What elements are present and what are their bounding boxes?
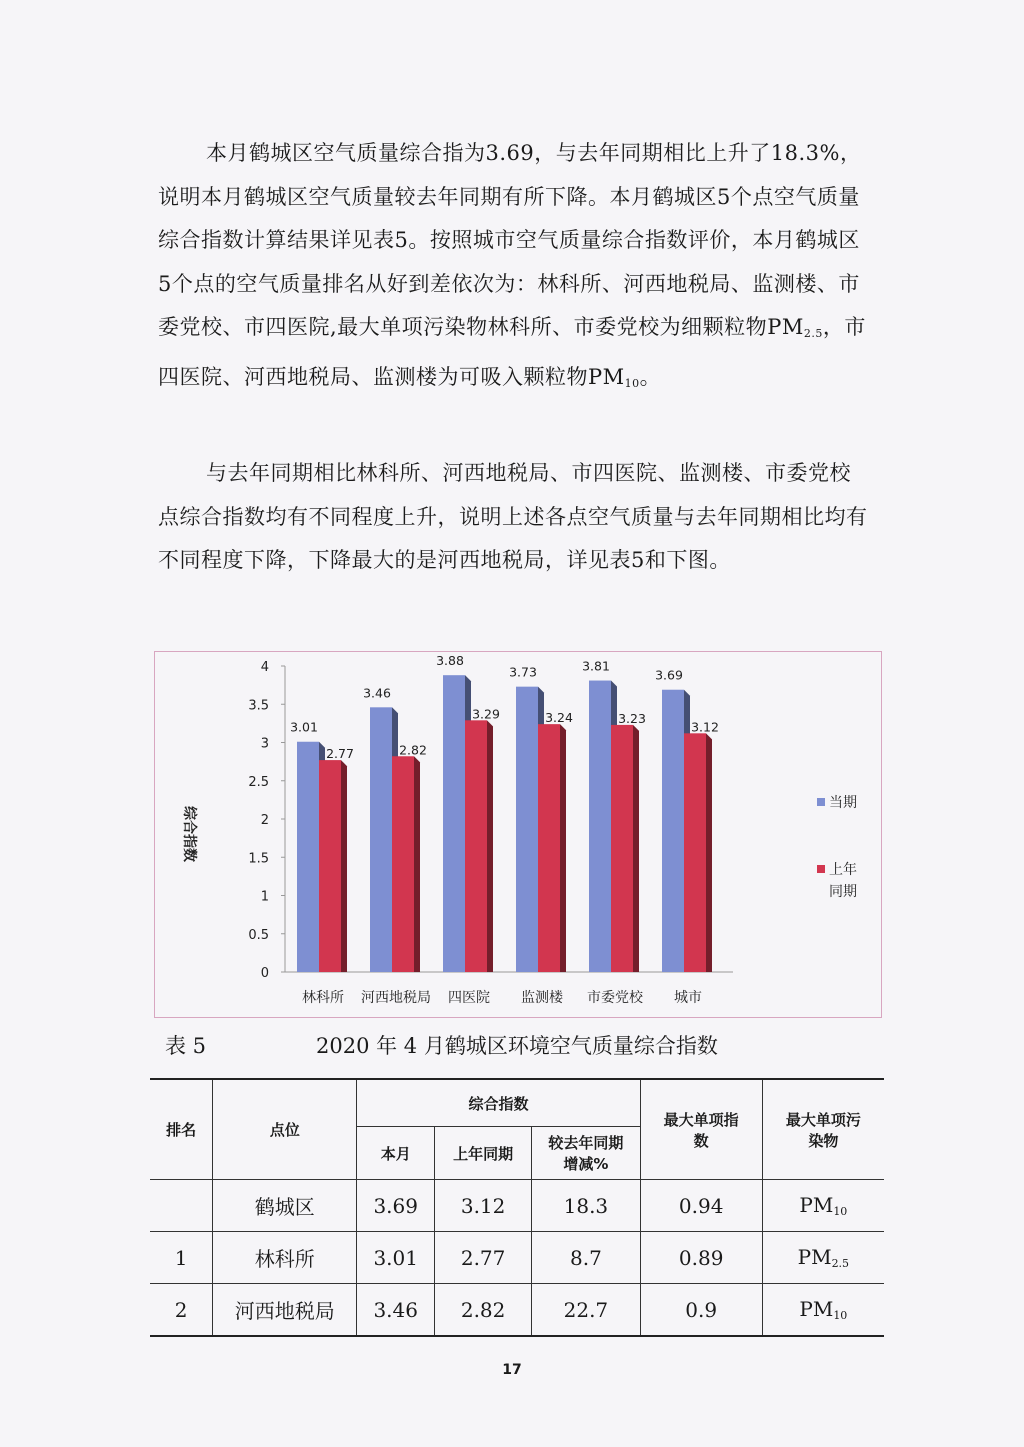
table-row [150,1232,884,1284]
cell-rank: 2 [174,1297,188,1322]
bar-side [706,733,712,972]
bar-current [589,681,611,972]
x-tick-label: 河西地税局 [361,990,431,1006]
y-tick-label: 1 [260,889,269,905]
x-tick-label: 市委党校 [587,990,643,1006]
table-row [150,1180,884,1232]
cell-pollutant [762,1284,884,1337]
data-label: 3.46 [363,685,391,701]
paragraph-1 [158,132,870,405]
pollutant-label: PM [799,1193,834,1217]
cell-change: 8.7 [532,1232,641,1284]
legend-label-last-year-2: 同期 [829,884,857,900]
header-last-year: 上年同期 [435,1127,532,1180]
x-tick-label: 四医院 [448,990,490,1006]
data-label: 2.77 [326,746,354,762]
header-max-index-2: 数 [693,1131,709,1150]
header-site: 点位 [213,1079,357,1180]
x-tick-label: 林科所 [302,990,344,1006]
header-change [532,1127,641,1180]
y-axis-label: 综合指数 [181,806,197,862]
data-label: 2.82 [399,742,427,758]
data-label: 3.81 [582,658,610,674]
header-max-index-1: 最大单项指 [663,1110,739,1129]
header-change-2: 增减% [563,1155,609,1173]
bar-last-year [392,756,414,972]
page-number: 17 [502,1362,522,1378]
cell-pollutant [762,1232,884,1284]
y-tick-label: 2.5 [248,774,269,790]
bar-last-year [465,720,487,972]
header-max-pollutant-2: 染物 [808,1131,839,1150]
bar-last-year [684,733,706,972]
pollutant-subscript: 10 [833,1309,848,1322]
paragraph-1-end: 。 [639,364,662,389]
x-tick-label: 监测楼 [521,990,563,1006]
table-row [150,1284,884,1337]
legend-swatch-last-year [817,865,825,873]
legend-swatch-current [817,798,825,806]
header-rank: 排名 [150,1079,213,1180]
cell-this-month: 3.46 [357,1284,435,1337]
cell-rank [150,1180,213,1232]
data-label: 3.88 [436,653,464,669]
cell-rank: 1 [174,1245,188,1270]
bar-current [516,687,538,972]
y-tick-label: 3 [260,736,269,752]
pm25-subscript: 2.5 [803,327,823,340]
y-tick-label: 2 [260,813,269,828]
bar-side [414,756,420,972]
table-title: 2020 年 4 月鹤城区环境空气质量综合指数 [316,1034,718,1058]
pollutant-label: PM [797,1245,832,1269]
header-this-month: 本月 [357,1127,435,1180]
bar-side [487,720,493,972]
data-label: 3.23 [618,710,646,726]
legend-label-last-year-1: 上年 [829,862,857,878]
air-quality-table [150,1078,884,1337]
cell-change: 22.7 [532,1284,641,1337]
legend-label-current: 当期 [829,795,857,811]
y-tick-label: 0.5 [248,927,269,943]
bar-current [297,742,319,972]
bar-current [662,690,684,972]
cell-site: 林科所 [213,1232,357,1284]
data-label: 3.29 [472,706,500,722]
table-label: 表 5 [165,1034,207,1058]
paragraph-1-text: 本月鹤城区空气质量综合指为3.69，与去年同期相比上升了18.3%，说明本月鹤城区空气质量较去年同期有所下降。本月鹤城区5个点空气质量综合指数计算结果详见表5。按照城市空气质量综合指数评价，本月鹤城区5个点的空气质量排名从好到差依次为：林科所、河西地税局、监测楼、市委党校、市四医院,最大单项污染物林科所、市委党校为细颗粒物 [158,141,862,339]
header-max-pollutant [762,1079,884,1180]
header-composite: 综合指数 [357,1079,640,1127]
cell-site: 河西地税局 [213,1284,357,1337]
cell-max-index: 0.9 [640,1284,762,1337]
cell-last-year: 3.12 [435,1180,532,1232]
bar-side [633,725,639,972]
pollutant-subscript: 2.5 [831,1257,850,1270]
paragraph-1-text-2: ，市四医院、河西地税局、监测楼为可吸入颗粒物 [158,315,866,389]
data-label: 3.69 [655,667,683,683]
header-max-index [640,1079,762,1180]
cell-pollutant [762,1180,884,1232]
data-label: 3.12 [691,719,719,735]
cell-change: 18.3 [532,1180,641,1232]
cell-max-index: 0.94 [640,1180,762,1232]
cell-last-year: 2.77 [435,1232,532,1284]
bar-side [341,760,347,972]
chart-frame [154,651,882,1018]
y-tick-label: 4 [260,660,269,675]
pollutant-subscript: 10 [833,1205,848,1218]
bar-current [443,675,465,972]
cell-this-month: 3.69 [357,1180,435,1232]
header-change-1: 较去年同期 [548,1134,624,1152]
cell-site: 鹤城区 [213,1180,357,1232]
x-tick-label: 城市 [674,990,702,1006]
bar-chart [155,652,881,1017]
bar-current [370,707,392,972]
paragraph-2-text: 与去年同期相比林科所、河西地税局、市四医院、监测楼、市委党校点综合指数均有不同程度上升，说明上述各点空气质量与去年同期相比均有不同程度下降，下降最大的是河西地税局，详见表5和下图。 [158,461,868,572]
data-label: 3.73 [509,664,537,680]
paragraph-2 [158,452,870,583]
pm10-subscript: 10 [624,376,640,390]
header-max-pollutant-1: 最大单项污 [785,1110,861,1129]
y-tick-label: 0 [260,966,269,981]
bar-last-year [611,725,633,972]
pm10-label: PM [588,364,625,389]
data-label: 3.24 [545,710,573,726]
data-label: 3.01 [290,719,318,735]
cell-max-index: 0.89 [640,1232,762,1284]
cell-this-month: 3.01 [357,1232,435,1284]
cell-last-year: 2.82 [435,1284,532,1337]
pollutant-label: PM [799,1297,834,1321]
bar-last-year [319,760,341,972]
pm25-label: PM [767,315,804,339]
bar-side [560,724,566,972]
y-tick-label: 3.5 [248,698,269,714]
bar-last-year [538,724,560,972]
y-tick-label: 1.5 [248,851,269,867]
